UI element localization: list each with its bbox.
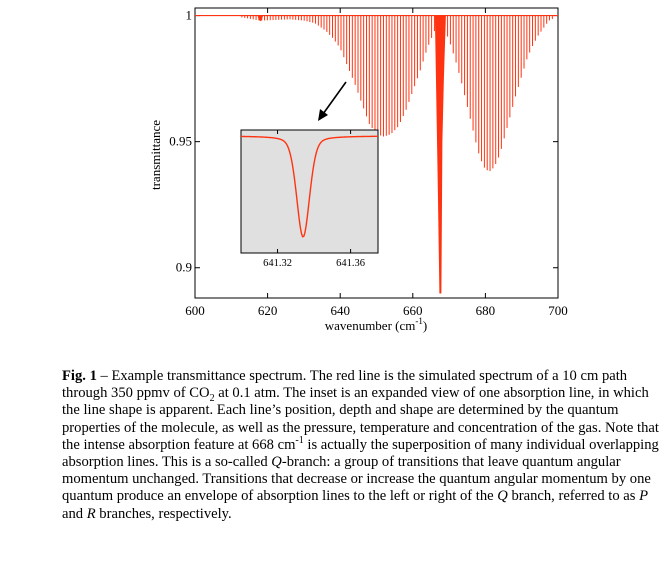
- y-tick-label: 0.9: [175, 259, 192, 275]
- caption-text: branches, respectively.: [95, 505, 232, 522]
- caption-text: is actually the superposition of many individual overlapping absorption lines. This is a so-called: [62, 436, 659, 471]
- x-tick-label: 640: [330, 303, 350, 318]
- x-axis-label-main: wavenumber (cm: [324, 318, 416, 333]
- y-axis-label: transmittance: [148, 119, 163, 191]
- caption-superscript: -1: [295, 434, 304, 446]
- x-tick-label: 600: [185, 303, 205, 318]
- inset-tick-label: 641.36: [336, 258, 366, 269]
- caption-italic: P: [639, 488, 649, 505]
- caption-paragraph: [62, 368, 662, 523]
- x-tick-label: 680: [475, 303, 496, 318]
- x-axis-label-exponent: -1: [415, 316, 423, 326]
- caption-text: Example transmittance spectrum. The red line is the simulated spectrum of a 10 cm path through 350 ppmv of CO: [62, 368, 628, 402]
- figure-caption: [62, 368, 662, 523]
- caption-text: at 0.1 atm. The inset is an expanded view of one absorption line, in which the line shape is apparent. Each line’s position, depth and shape are determined by the quantum properties of the molecule, as well as the pressure, temperature and concentration of the gas. Note that the intense absorption feature at 668 cm: [62, 385, 659, 453]
- caption-text: and: [62, 505, 87, 522]
- caption-text: branch, referred to as: [507, 488, 640, 505]
- inset-plot: [241, 130, 378, 269]
- x-tick-label: 620: [257, 303, 278, 318]
- caption-subscript: 2: [209, 393, 215, 405]
- caption-text: -branch: a group of transitions that leave quantum angular momentum unchanged. Transitions that decrease or increase the quantum angular momentum by one quantum produce an envelope of absorption lines to the left or right of the: [62, 454, 651, 505]
- x-tick-label: 660: [403, 303, 423, 318]
- caption-italic: Q: [271, 454, 282, 471]
- y-tick-label: 0.95: [169, 133, 192, 149]
- x-axis-label-tail: ): [422, 318, 428, 333]
- inset-tick-label: 641.32: [263, 258, 292, 269]
- y-tick-label: 1: [185, 7, 192, 23]
- figure-label: Fig. 1: [62, 368, 97, 384]
- x-axis-label: [325, 316, 427, 333]
- caption-dash: –: [96, 368, 112, 384]
- x-tick-label: 700: [548, 303, 568, 318]
- caption-italic: Q: [497, 488, 508, 505]
- caption-italic: R: [86, 505, 96, 522]
